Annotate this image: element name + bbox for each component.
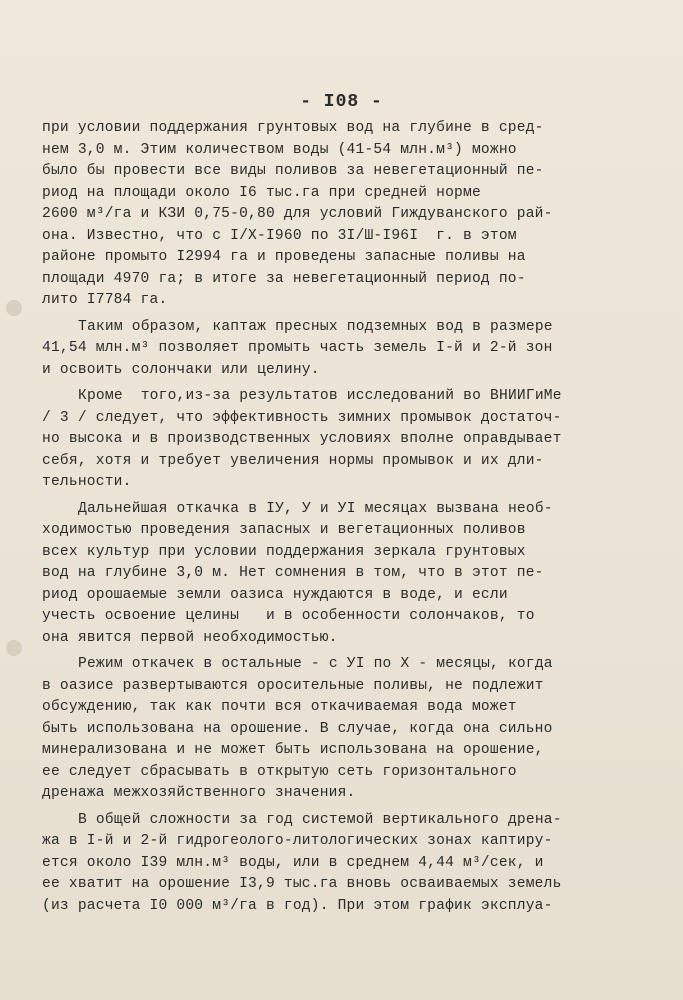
text-line: Кроме того,из-за результатов исследований во ВНИИГиМе xyxy=(78,388,562,404)
text-line: 41,54 млн.м³ позволяет промыть часть земель I-й и 2-й зон xyxy=(42,340,553,356)
text-line: нем 3,0 м. Этим количеством воды (41-54 млн.м³) можно xyxy=(42,141,517,158)
text-line: она. Известно, что с I/Х-I960 по 3I/Ш-I96I г. в этом xyxy=(42,227,517,244)
text-line: ее следует сбрасывать в открытую сеть горизонтального xyxy=(42,763,517,780)
text-line: (из расчета I0 000 м³/га в год). При этом график эксплуа- xyxy=(42,897,553,914)
text-line: В общей сложности за год системой вертикального дрена- xyxy=(78,811,562,828)
text-line: было бы провести все виды поливов за невегетационный пе- xyxy=(42,163,544,179)
text-line: жа в I-й и 2-й гидрогеолого-литологических зонах каптиру- xyxy=(42,833,553,849)
text-line: минерализована и не может быть использована на орошение, xyxy=(42,742,544,758)
text-line: 2600 м³/га и КЗИ 0,75-0,80 для условий Гиждуванского рай- xyxy=(42,206,553,222)
text-line: но высока и в производственных условиях вполне оправдывает xyxy=(42,431,562,447)
text-line: быть использована на орошение. В случае, когда она сильно xyxy=(42,720,553,737)
text-line: ее хватит на орошение I3,9 тыс.га вновь осваиваемых земель xyxy=(42,876,562,892)
body-text xyxy=(42,118,672,917)
text-line: тельности. xyxy=(42,474,132,490)
text-line: дренажа межхозяйственного значения. xyxy=(42,785,356,801)
text-line: она явится первой необходимостью. xyxy=(42,629,338,646)
text-line: в оазисе развертываются оросительные поливы, не подлежит xyxy=(42,677,544,694)
punch-hole-mark xyxy=(6,300,22,316)
text-line: Таким образом, каптаж пресных подземных вод в размере xyxy=(78,318,553,335)
text-line: учесть освоение целины и в особенности солончаков, то xyxy=(42,608,535,624)
text-line: ется около I39 млн.м³ воды, или в среднем 4,44 м³/сек, и xyxy=(42,854,544,871)
text-line: риод на площади около I6 тыс.га при средней норме xyxy=(42,184,481,201)
text-line: и освоить солончаки или целину. xyxy=(42,361,320,378)
text-line: всех культур при условии поддержания зеркала грунтовых xyxy=(42,543,526,560)
text-line: вод на глубине 3,0 м. Нет сомнения в том, что в этот пе- xyxy=(42,565,544,581)
text-line: лито I7784 га. xyxy=(42,292,168,308)
page-number: - I08 - xyxy=(300,92,383,112)
text-line: Дальнейшая откачка в IУ, У и УI месяцах вызвана необ- xyxy=(78,500,553,517)
punch-hole-mark xyxy=(6,640,22,656)
text-line: себя, хотя и требует увеличения нормы промывок и их дли- xyxy=(42,452,544,469)
text-line: / 3 / следует, что эффективность зимних промывок достаточ- xyxy=(42,409,562,426)
text-line: площади 4970 га; в итоге за невегетационный период по- xyxy=(42,270,526,287)
text-line: при условии поддержания грунтовых вод на глубине в сред- xyxy=(42,120,544,136)
text-line: районе промыто I2994 га и проведены запасные поливы на xyxy=(42,249,526,265)
text-line: риод орошаемые земли оазиса нуждаются в воде, и если xyxy=(42,586,508,603)
text-line: ходимостью проведения запасных и вегетационных поливов xyxy=(42,522,526,538)
text-line: обсуждению, так как почти вся откачиваемая вода может xyxy=(42,699,517,715)
text-line: Режим откачек в остальные - с УI по Х - месяцы, когда xyxy=(78,656,553,672)
